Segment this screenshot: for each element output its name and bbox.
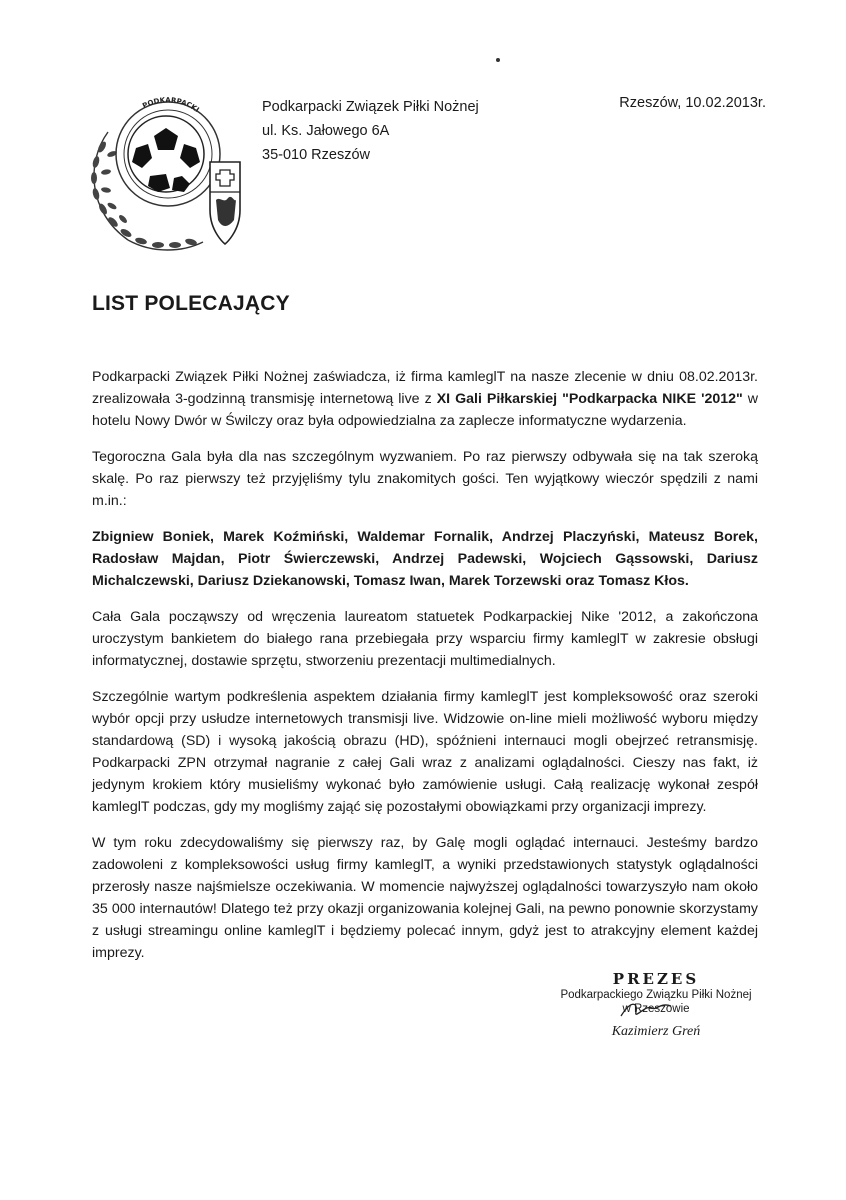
signature-city: w Rzeszowie xyxy=(622,1003,690,1015)
signature-org: Podkarpackiego Związku Piłki Nożnej xyxy=(560,989,752,1001)
paragraph-challenge: Tegoroczna Gala była dla nas szczególnym wyzwaniem. Po raz pierwszy odbywała się na tak szeroką skalę. Po raz pierwszy też przyjęliśmy tylu znakomitych gości. Ten wyjątkowy wieczór spędzili z nami m.in.: xyxy=(92,449,758,509)
signature-name: Kazimierz Greń xyxy=(611,1024,701,1039)
paragraph-guest-list: Zbigniew Boniek, Marek Koźmiński, Waldemar Fornalik, Andrzej Placzyński, Mateusz Borek, Radosław Majdan, Piotr Świerczewski, Andrzej Padewski, Wojciech Gąssowski, Dariusz Michalczewski, Dariusz Dziekanowski, Tomasz Iwan, Marek Torzewski oraz Tomasz Kłos. xyxy=(92,529,758,589)
scan-speck xyxy=(496,58,500,62)
sender-address xyxy=(262,95,479,167)
paragraph-gala: Cała Gala począwszy od wręczenia laureatom statuetek Podkarpackiej Nike '2012, a zakończona uroczystym bankietem do białego rana przebiegała przy wsparciu firmy kamleglT w zakresie obsługi informatycznej, dostawie sprzętu, stworzeniu prezentacji multimedialnych. xyxy=(92,609,758,669)
sender-name: Podkarpacki Związek Piłki Nożnej xyxy=(262,99,479,115)
sender-street: ul. Ks. Jałowego 6A xyxy=(262,123,390,139)
letter-body xyxy=(92,366,758,978)
signature-stamp xyxy=(546,970,766,1040)
gala-name: XI Gali Piłkarskiej "Podkarpacka NIKE '2012" xyxy=(436,391,743,407)
paragraph-intro xyxy=(92,366,758,432)
pzpn-logo xyxy=(78,92,250,260)
logo-ring-text: PODKARPACKI xyxy=(141,96,201,114)
paragraph-services: Szczególnie wartym podkreślenia aspektem działania firmy kamleglT jest kompleksowość oraz szeroki wybór opcji przy usłudze internetowych transmisji live. Widzowie on-line mieli możliwość wyboru między standardową (SD) i wysoką jakością obrazu (HD), spóźnieni internauci mogli obejrzeć retransmisję. Podkarpacki ZPN otrzymał nagranie z całej Gali wraz z analizami oglądalności. Cieszy nas fakt, iż jedynym krokiem który musieliśmy wykonać było zamówienie usługi. Całą realizację wykonał zespół kamleglT podczas, gdy my mogliśmy zająć się pozostałymi obowiązkami przy organizacji imprezy. xyxy=(92,689,758,815)
paragraph-intro-part2: w hotelu Nowy Dwór w Świlczy oraz była odpowiedzialna za zaplecze informatyczne wydarzenia. xyxy=(92,391,758,429)
paragraph-intro-part1: Podkarpacki Związek Piłki Nożnej zaświadcza, iż firma kamleglT na nasze zlecenie w dniu 08.02.2013r. zrealizowała 3-godzinną transmisję internetową live z xyxy=(92,369,758,407)
handwritten-signature xyxy=(616,998,676,1020)
sender-city: 35-010 Rzeszów xyxy=(262,147,370,163)
signature-title: PREZES xyxy=(612,970,700,988)
paragraph-recommendation: W tym roku zdecydowaliśmy się pierwszy raz, by Galę mogli oglądać internauci. Jesteśmy bardzo zadowoleni z kompleksowości usług firmy kamleglT, a wyniki przedstawionych statystyk oglądalności przerosły nasze najśmielsze oczekiwania. W momencie najwyższej oglądalności towarzyszyło nam około 35 000 internautów! Dlatego też przy okazji organizowania kolejnej Gali, na pewno ponownie skorzystamy z usługi streamingu online kamleglT i będziemy polecać innym, gdyż jest to atrakcyjny element każdej imprezy. xyxy=(92,835,758,961)
svg-text:PODKARPACKI xyxy=(141,96,200,114)
letter-date: Rzeszów, 10.02.2013r. xyxy=(619,95,766,111)
letter-title: LIST POLECAJĄCY xyxy=(92,292,290,315)
